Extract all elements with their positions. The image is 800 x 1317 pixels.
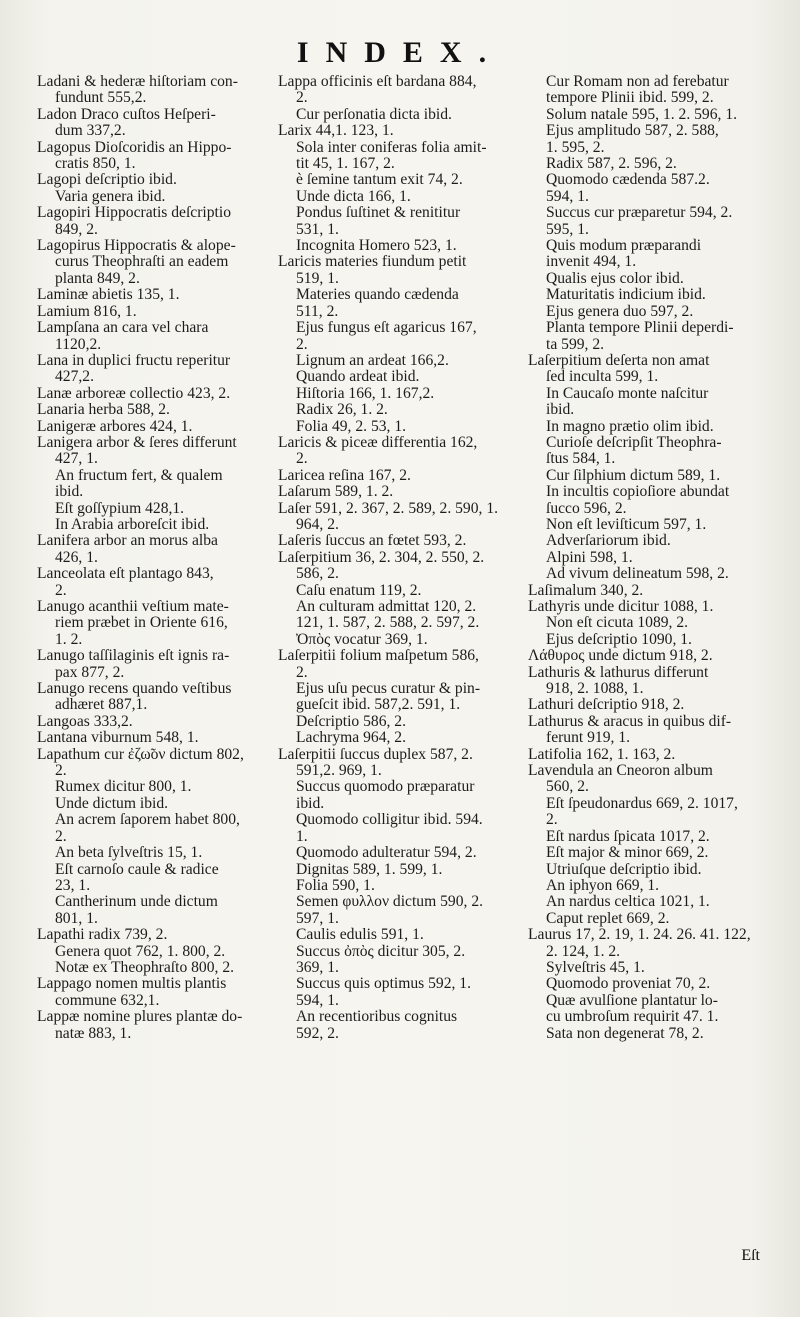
index-entry: Lathuris & lathurus differunt: [528, 663, 709, 681]
index-subentry: Quomodo adulteratur 594, 2.: [296, 844, 477, 862]
index-subentry: Non eſt leviſticum 597, 1.: [546, 515, 707, 533]
index-entry: Lagopiri Hippocratis deſcriptio: [37, 204, 232, 222]
index-subentry: Notæ ex Theophraſto 800, 2.: [55, 958, 235, 976]
index-subentry: 2.: [55, 762, 67, 780]
index-entry: Lappæ nomine plures plantæ do-: [37, 1008, 243, 1026]
index-subentry: Solum natale 595, 1. 2. 596, 1.: [546, 105, 738, 123]
index-subentry: 595, 1.: [546, 220, 589, 238]
index-subentry: Deſcriptio 586, 2.: [296, 712, 407, 730]
index-subentry: Ejus amplitudo 587, 2. 588,: [546, 122, 719, 140]
index-subentry: Materies quando cædenda: [296, 286, 459, 304]
index-subentry: planta 849, 2.: [55, 269, 140, 287]
index-subentry: Eſt ſpeudonardus 669, 2. 1017,: [546, 794, 738, 812]
index-entry: Lanifera arbor an morus alba: [37, 532, 218, 550]
index-subentry: 1. 2.: [55, 630, 83, 648]
index-subentry: 586, 2.: [296, 565, 339, 583]
index-entry: Laſimalum 340, 2.: [528, 581, 644, 599]
index-subentry: Utriuſque deſcriptio ibid.: [546, 860, 702, 878]
index-subentry: pax 877, 2.: [55, 663, 125, 681]
index-subentry: An beta ſylveſtris 15, 1.: [55, 844, 203, 862]
index-subentry: Ad vivum delineatum 598, 2.: [546, 565, 729, 583]
index-subentry: cratis 850, 1.: [55, 155, 136, 173]
index-subentry: 2.: [296, 335, 308, 353]
index-subentry: 1120,2.: [55, 335, 102, 353]
index-subentry: Radix 26, 1. 2.: [296, 401, 388, 419]
index-entry: Lappago nomen multis plantis: [37, 975, 227, 993]
index-subentry: natæ 883, 1.: [55, 1024, 132, 1042]
index-subentry: gueſcit ibid. 587,2. 591, 1.: [296, 696, 461, 714]
index-subentry: 594, 1.: [546, 187, 589, 205]
index-subentry: 426, 1.: [55, 548, 98, 566]
index-entry: Lagopirus Hippocratis & alope-: [37, 237, 236, 255]
index-subentry: 2.: [296, 450, 308, 468]
index-entry: Ladon Draco cuſtos Heſperi-: [37, 105, 216, 123]
index-subentry: Qualis ejus color ibid.: [546, 269, 684, 287]
index-entry: Lathurus & aracus in quibus dif-: [528, 712, 732, 730]
index-entry: Larix 44,1. 123, 1.: [278, 122, 394, 140]
index-subentry: An culturam admittat 120, 2.: [296, 598, 477, 615]
index-subentry: è ſemine tantum exit 74, 2.: [296, 171, 463, 189]
index-subentry: cu umbroſum requirit 47. 1.: [546, 1008, 719, 1026]
index-entry: Latifolia 162, 1. 163, 2.: [528, 745, 676, 763]
index-subentry: commune 632,1.: [55, 991, 160, 1009]
index-subentry: Rumex dicitur 800, 1.: [55, 778, 192, 796]
index-subentry: An recentioribus cognitus: [296, 1008, 458, 1026]
index-entry: Laſarum 589, 1. 2.: [278, 483, 394, 501]
index-subentry: Ejus deſcriptio 1090, 1.: [546, 630, 692, 648]
index-subentry: In magno prætio olim ibid.: [546, 417, 714, 435]
index-subentry: 592, 2.: [296, 1024, 339, 1042]
index-entry: Laricis materies fiundum petit: [278, 253, 467, 271]
index-subentry: ferunt 919, 1.: [546, 729, 631, 747]
index-subentry: 1. 595, 2.: [546, 138, 605, 156]
index-subentry: Folia 590, 1.: [296, 876, 375, 894]
index-subentry: Eſt major & minor 669, 2.: [546, 844, 709, 862]
index-subentry: 2.: [296, 89, 308, 107]
index-subentry: Quomodo cædenda 587.2.: [546, 171, 710, 189]
index-entry: Laminæ abietis 135, 1.: [37, 286, 180, 304]
index-subentry: Cantherinum unde dictum: [55, 893, 218, 911]
index-subentry: Sola inter coniferas folia amit-: [296, 138, 487, 156]
index-subentry: Succus cur præparetur 594, 2.: [546, 204, 733, 222]
index-subentry: 427,2.: [55, 368, 94, 386]
index-subentry: In incultis copioſiore abundat: [546, 483, 730, 501]
index-subentry: An fructum fert, & qualem: [55, 466, 223, 484]
index-subentry: Semen φυλλον dictum 590, 2.: [296, 893, 484, 911]
index-subentry: ta 599, 2.: [546, 335, 605, 353]
index-subentry: 531, 1.: [296, 220, 339, 238]
index-entry: Ladani & hederæ hiſtoriam con-: [37, 74, 238, 90]
index-entry: Lanugo taſſilaginis eſt ignis ra-: [37, 647, 230, 665]
index-subentry: Radix 587, 2. 596, 2.: [546, 155, 677, 173]
index-subentry: Cur ſilphium dictum 589, 1.: [546, 466, 721, 484]
index-subentry: An nardus celtica 1021, 1.: [546, 893, 710, 911]
index-subentry: Eſt nardus ſpicata 1017, 2.: [546, 827, 710, 845]
index-subentry: 597, 1.: [296, 909, 339, 927]
index-entry: Laſeris ſuccus an fœtet 593, 2.: [278, 532, 467, 550]
index-entry: Laurus 17, 2. 19, 1. 24. 26. 41. 122,: [528, 926, 751, 944]
index-subentry: ſtus 584, 1.: [546, 450, 616, 468]
index-entry: Lapathi radix 739, 2.: [37, 926, 168, 944]
index-subentry: Succus ὀπὸς dicitur 305, 2.: [296, 942, 466, 960]
index-entry: Laſer 591, 2. 367, 2. 589, 2. 590, 1.: [278, 499, 499, 517]
index-entry: Lappa officinis eſt bardana 884,: [278, 74, 477, 90]
index-subentry: Incognita Homero 523, 1.: [296, 237, 457, 255]
index-entry: Lanaria herba 588, 2.: [37, 401, 170, 419]
index-subentry: Ejus fungus eſt agaricus 167,: [296, 319, 477, 337]
page-title: INDEX.: [296, 36, 504, 69]
index-subentry: 369, 1.: [296, 958, 339, 976]
index-entry: Lanugo recens quando veſtibus: [37, 680, 232, 698]
index-subentry: Caſu enatum 119, 2.: [296, 581, 422, 599]
index-entry: Laſerpitium 36, 2. 304, 2. 550, 2.: [278, 548, 485, 566]
index-subentry: Quomodo proveniat 70, 2.: [546, 975, 711, 993]
index-subentry: An acrem ſaporem habet 800,: [55, 811, 240, 829]
index-column-3: [528, 74, 785, 1244]
index-subentry: In Arabia arboreſcit ibid.: [55, 515, 210, 533]
index-subentry: Planta tempore Plinii deperdi-: [546, 319, 734, 337]
index-subentry: 801, 1.: [55, 909, 98, 927]
index-subentry: Non eſt cicuta 1089, 2.: [546, 614, 689, 632]
index-subentry: 2.: [55, 827, 67, 845]
index-entry: Λάθυρος unde dictum 918, 2.: [528, 647, 713, 665]
index-column-1: [37, 74, 278, 1244]
index-subentry: Sylveſtris 45, 1.: [546, 958, 645, 976]
index-subentry: Ejus genera duo 597, 2.: [546, 302, 694, 320]
index-subentry: Lignum an ardeat 166,2.: [296, 351, 449, 369]
index-subentry: Adverſariorum ibid.: [546, 532, 671, 550]
index-subentry: Hiſtoria 166, 1. 167,2.: [296, 384, 435, 402]
index-entry: Lavendula an Cneoron album: [528, 762, 713, 780]
index-entry: Laſerpitii folium maſpetum 586,: [278, 647, 479, 665]
index-subentry: ibid.: [55, 483, 84, 501]
index-entry: Lanceolata eſt plantago 843,: [37, 565, 214, 583]
index-entry: Lana in duplici fructu reperitur: [37, 351, 231, 369]
index-subentry: Genera quot 762, 1. 800, 2.: [55, 942, 226, 960]
index-subentry: 23, 1.: [55, 876, 91, 894]
index-subentry: Pondus ſuſtinet & renititur: [296, 204, 461, 222]
index-columns: [37, 74, 785, 1244]
index-subentry: riem præbet in Oriente 616,: [55, 614, 228, 632]
index-subentry: Curioſe deſcripſit Theophra-: [546, 433, 722, 451]
index-subentry: 1.: [296, 827, 308, 845]
index-entry: Laſerpitium deſerta non amat: [528, 351, 710, 369]
index-subentry: Eſt carnoſo caule & radice: [55, 860, 219, 878]
index-subentry: Unde dictum ibid.: [55, 794, 169, 812]
index-entry: Lanigera arbor & ſeres differunt: [37, 433, 237, 451]
index-subentry: Cur perſonatia dicta ibid.: [296, 105, 452, 123]
index-subentry: 2.: [296, 663, 308, 681]
index-subentry: 560, 2.: [546, 778, 589, 796]
index-subentry: 594, 1.: [296, 991, 339, 1009]
index-subentry: Folia 49, 2. 53, 1.: [296, 417, 407, 435]
index-entry: Laſerpitii ſuccus duplex 587, 2.: [278, 745, 473, 763]
index-subentry: Unde dicta 166, 1.: [296, 187, 411, 205]
index-entry: Lanæ arboreæ collectio 423, 2.: [37, 384, 231, 402]
index-entry: Lagopi deſcriptio ibid.: [37, 171, 177, 189]
index-entry: Lathuri deſcriptio 918, 2.: [528, 696, 685, 714]
index-subentry: An iphyon 669, 1.: [546, 876, 660, 894]
index-subentry: Ὀπὸς vocatur 369, 1.: [296, 630, 428, 648]
index-subentry: Eſt goſſypium 428,1.: [55, 499, 185, 517]
index-subentry: Quæ avulſione plantatur lo-: [546, 991, 718, 1009]
index-subentry: Caput replet 669, 2.: [546, 909, 670, 927]
index-entry: Langoas 333,2.: [37, 712, 133, 730]
index-subentry: Caulis edulis 591, 1.: [296, 926, 424, 944]
index-subentry: Succus quis optimus 592, 1.: [296, 975, 472, 993]
index-entry: Laricea reſina 167, 2.: [278, 466, 411, 484]
index-subentry: Maturitatis indicium ibid.: [546, 286, 706, 304]
index-subentry: 427, 1.: [55, 450, 98, 468]
index-subentry: Alpini 598, 1.: [546, 548, 633, 566]
index-subentry: Sata non degenerat 78, 2.: [546, 1024, 704, 1042]
index-subentry: Quomodo colligitur ibid. 594.: [296, 811, 483, 829]
index-subentry: In Caucaſo monte naſcitur: [546, 384, 709, 402]
index-subentry: ſed inculta 599, 1.: [546, 368, 659, 386]
index-subentry: Varia genera ibid.: [55, 187, 166, 205]
index-subentry: 2.: [55, 581, 67, 599]
index-subentry: Dignitas 589, 1. 599, 1.: [296, 860, 443, 878]
index-entry: Lagopus Dioſcoridis an Hippo-: [37, 138, 232, 156]
index-subentry: invenit 494, 1.: [546, 253, 637, 271]
index-subentry: 121, 1. 587, 2. 588, 2. 597, 2.: [296, 614, 480, 632]
index-subentry: ibid.: [296, 794, 325, 812]
index-subentry: Succus quomodo præparatur: [296, 778, 475, 796]
index-entry: Lanugo acanthii veſtium mate-: [37, 598, 229, 615]
index-entry: Lamium 816, 1.: [37, 302, 137, 320]
index-subentry: Ejus uſu pecus curatur & pin-: [296, 680, 481, 698]
catchword: Eſt: [741, 1247, 760, 1264]
index-subentry: 2. 124, 1. 2.: [546, 942, 621, 960]
index-entry: Lampſana an cara vel chara: [37, 319, 209, 337]
index-subentry: 511, 2.: [296, 302, 339, 320]
index-subentry: 964, 2.: [296, 515, 339, 533]
index-entry: Lanigeræ arbores 424, 1.: [37, 417, 193, 435]
index-subentry: curus Theophraſti an eadem: [55, 253, 229, 271]
index-subentry: Lachryma 964, 2.: [296, 729, 406, 747]
index-subentry: 918, 2. 1088, 1.: [546, 680, 644, 698]
index-subentry: ibid.: [546, 401, 575, 419]
index-entry: Lathyris unde dicitur 1088, 1.: [528, 598, 714, 615]
index-entry: Laricis & piceæ differentia 162,: [278, 433, 478, 451]
index-entry: Lapathum cur ἐζω̃ον dictum 802,: [37, 745, 244, 763]
index-entry: Lantana viburnum 548, 1.: [37, 729, 199, 747]
index-subentry: fundunt 555,2.: [55, 89, 147, 107]
index-subentry: 2.: [546, 811, 558, 829]
index-subentry: ſucco 596, 2.: [546, 499, 627, 517]
index-subentry: Quando ardeat ibid.: [296, 368, 420, 386]
index-column-2: [278, 74, 528, 1244]
index-subentry: adhæret 887,1.: [55, 696, 148, 714]
index-subentry: Cur Romam non ad ferebatur: [546, 74, 729, 90]
index-subentry: Quis modum præparandi: [546, 237, 702, 255]
index-subentry: 591,2. 969, 1.: [296, 762, 382, 780]
index-subentry: dum 337,2.: [55, 122, 126, 140]
index-subentry: 849, 2.: [55, 220, 98, 238]
index-subentry: 519, 1.: [296, 269, 339, 287]
index-subentry: tempore Plinii ibid. 599, 2.: [546, 89, 714, 107]
index-subentry: tit 45, 1. 167, 2.: [296, 155, 395, 173]
